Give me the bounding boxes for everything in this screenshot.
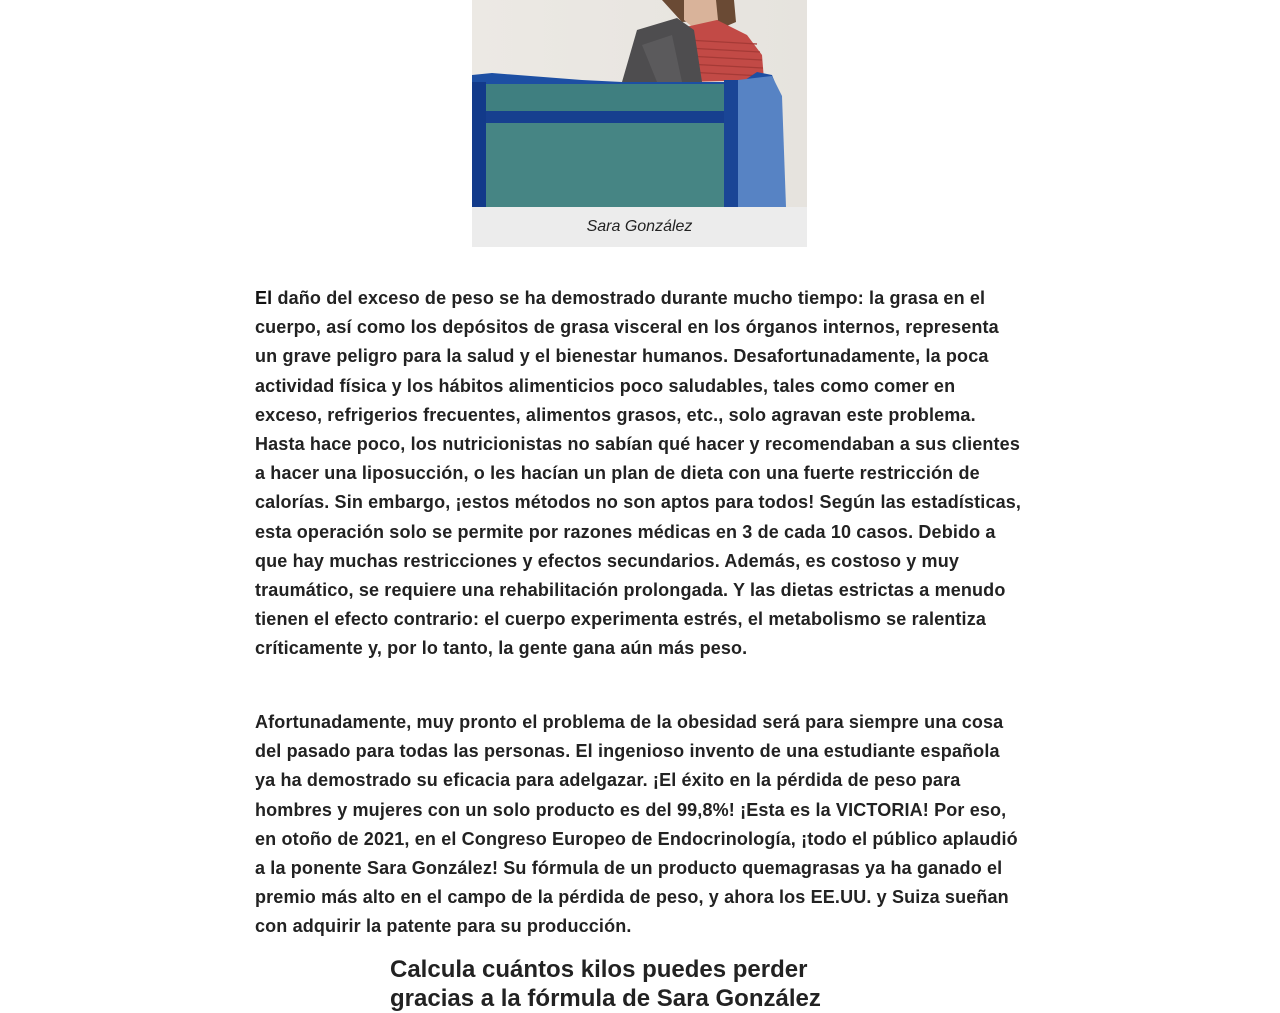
article-paragraph-1: [255, 284, 1025, 664]
paragraph-1-text: daño del exceso de peso se ha demostrado durante mucho tiempo: la grasa en el cuerpo, así como los depósitos de grasa visceral en los órganos internos, representa un grave peligro para la salud y el bienestar humanos. Desafortunadamente, la poca actividad física y los hábitos alimenticios poco saludables, tales como comer en exceso, refrigerios frecuentes, alimentos grasos, etc., solo agravan este problema. Hasta hace poco, los nutricionistas no sabían qué hacer y recomendaban a sus clientes a hacer una liposucción, o les hacían un plan de dieta con una fuerte restricción de calorías. Sin embargo, ¡estos métodos no son aptos para todos! Según las estadísticas, esta operación solo se permite por razones médicas en 3 de cada 10 casos. Debido a que hay muchas restricciones y efectos secundarios. Además, es costoso y muy traumático, se requiere una rehabilitación prolongada. Y las dietas estrictas a menudo tienen el efecto contrario: el cuerpo experimenta estrés, el metabolismo se ralentiza críticamente y, por lo tanto, la gente gana aún más peso.: [255, 288, 1022, 659]
article-paragraph-2: Afortunadamente, muy pronto el problema de la obesidad será para siempre una cosa del pasado para todas las personas. El ingenioso invento de una estudiante española ya ha demostrado su eficacia para adelgazar. ¡El éxito en la pérdida de peso para hombres y mujeres con un solo producto es del 99,8%! ¡Esta es la VICTORIA! Por eso, en otoño de 2021, en el Congreso Europeo de Endocrinología, ¡todo el público aplaudió a la ponente Sara González! Su fórmula de un producto quemagrasas ya ha ganado el premio más alto en el campo de la pérdida de peso, y ahora los EE.UU. y Suiza sueñan con adquirir la patente para su producción.: [255, 712, 1018, 937]
calculator-heading: Calcula cuántos kilos puedes perder gracias a la fórmula de Sara González: [390, 956, 821, 1012]
article-figure: [472, 0, 807, 247]
speaker-photo-illustration: [472, 0, 807, 207]
speaker-photo: [472, 0, 807, 207]
paragraph-lead-word: El: [255, 288, 273, 308]
photo-caption: Sara González: [586, 218, 693, 235]
